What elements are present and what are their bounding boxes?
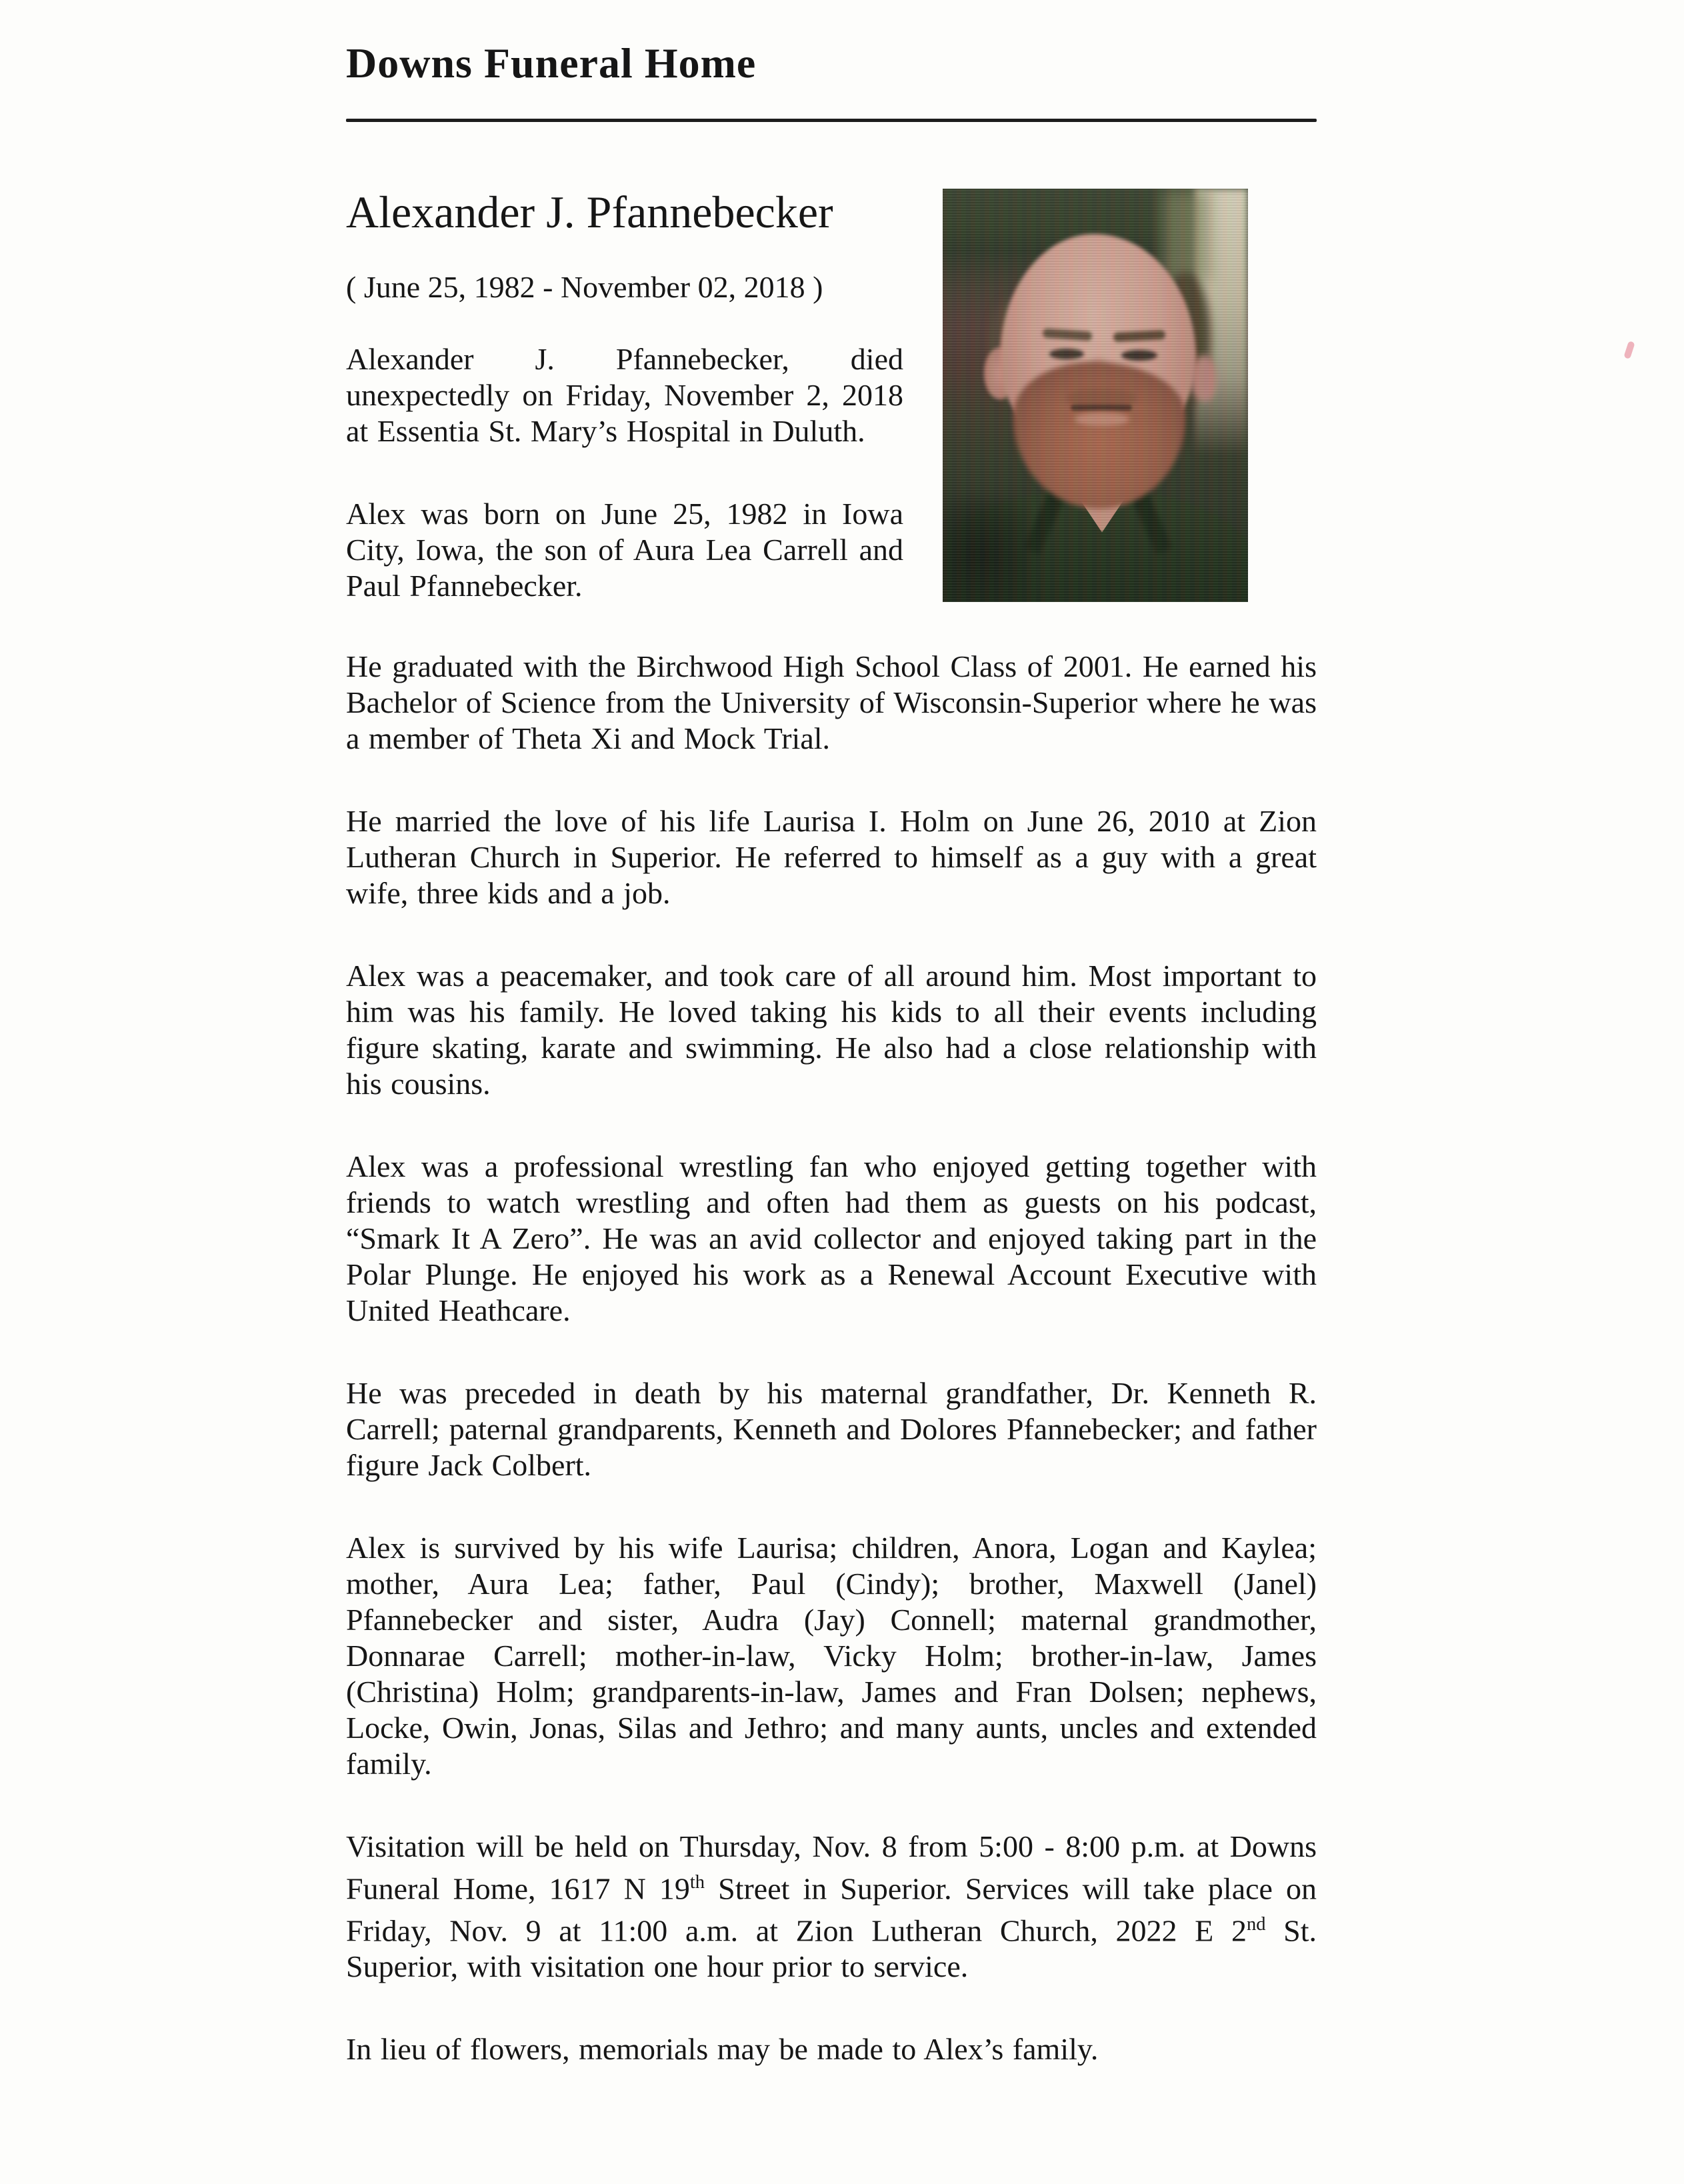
paragraph-birth: Alex was born on June 25, 1982 in Iowa City, Iowa, the son of Aura Lea Carrell and Paul Pfannebecker. [346,496,903,603]
header-divider [346,119,1317,122]
paragraph-marriage: He married the love of his life Laurisa I. Holm on June 26, 2010 at Zion Lutheran Church in Superior. He referred to himself as a guy with a great wife, three kids and a job. [346,803,1317,910]
obituary-content [346,0,1317,2114]
paragraph-memorials: In lieu of flowers, memorials may be made to Alex’s family. [346,2032,1099,2067]
paragraph-services [346,1829,1317,1985]
life-dates: ( June 25, 1982 - November 02, 2018 ) [346,269,823,304]
paragraph-preceded: He was preceded in death by his maternal grandfather, Dr. Kenneth R. Carrell; paternal grandparents, Kenneth and Dolores Pfannebecker; and father figure Jack Colbert. [346,1375,1317,1482]
scan-artifact [1623,341,1635,359]
portrait-photo [943,189,1248,602]
paragraph-survivors: Alex is survived by his wife Laurisa; children, Anora, Logan and Kaylea; mother, Aura Lea; father, Paul (Cindy); brother, Maxwell (Janel) Pfannebecker and sister, Audra (Jay) Connell; maternal grandmother, Donnarae Carrell; mother-in-law, Vicky Holm; brother-in-law, James (Christina) Holm; grandparents-in-law, James and Fran Dolsen; nephews, Locke, Owin, Jonas, Silas and Jethro; and many aunts, uncles and extended family. [346,1530,1317,1781]
funeral-home-name: Downs Funeral Home [346,39,757,87]
paragraph-family: Alex was a peacemaker, and took care of all around him. Most important to him was his family. He loved taking his kids to all their events including figure skating, karate and swimming. He also had a close relationship with his cousins. [346,958,1317,1101]
services-ordinal-th: th [689,1871,705,1893]
intro-section [346,186,1317,649]
portrait-scan-noise [943,189,1248,602]
services-text-3: St. Superior, with visitation one hour prior to service. [346,1913,1317,1984]
paragraph-death: Alexander J. Pfannebecker, died unexpectedly on Friday, November 2, 2018 at Essentia St. Mary’s Hospital in Duluth. [346,341,903,448]
services-text-2: Street in Superior. Services will take place on Friday, Nov. 9 at 11:00 a.m. at Zion Lutheran Church, 2022 E 2 [346,1871,1317,1948]
services-text-1: Visitation will be held on Thursday, Nov. 8 from 5:00 - 8:00 p.m. at Downs Funeral Home, 1617 N 19 [346,1829,1317,1905]
paragraph-education: He graduated with the Birchwood High School Class of 2001. He earned his Bachelor of Science from the University of Wisconsin-Superior where he was a member of Theta Xi and Mock Trial. [346,649,1317,755]
services-ordinal-nd: nd [1246,1913,1266,1935]
paragraph-hobbies: Alex was a professional wrestling fan who enjoyed getting together with friends to watch wrestling and often had them as guests on his podcast, “Smark It A Zero”. He was an avid collector and enjoyed taking part in the Polar Plunge. He enjoyed his work as a Renewal Account Executive with United Heathcare. [346,1149,1317,1327]
deceased-name: Alexander J. Pfannebecker [346,186,833,237]
